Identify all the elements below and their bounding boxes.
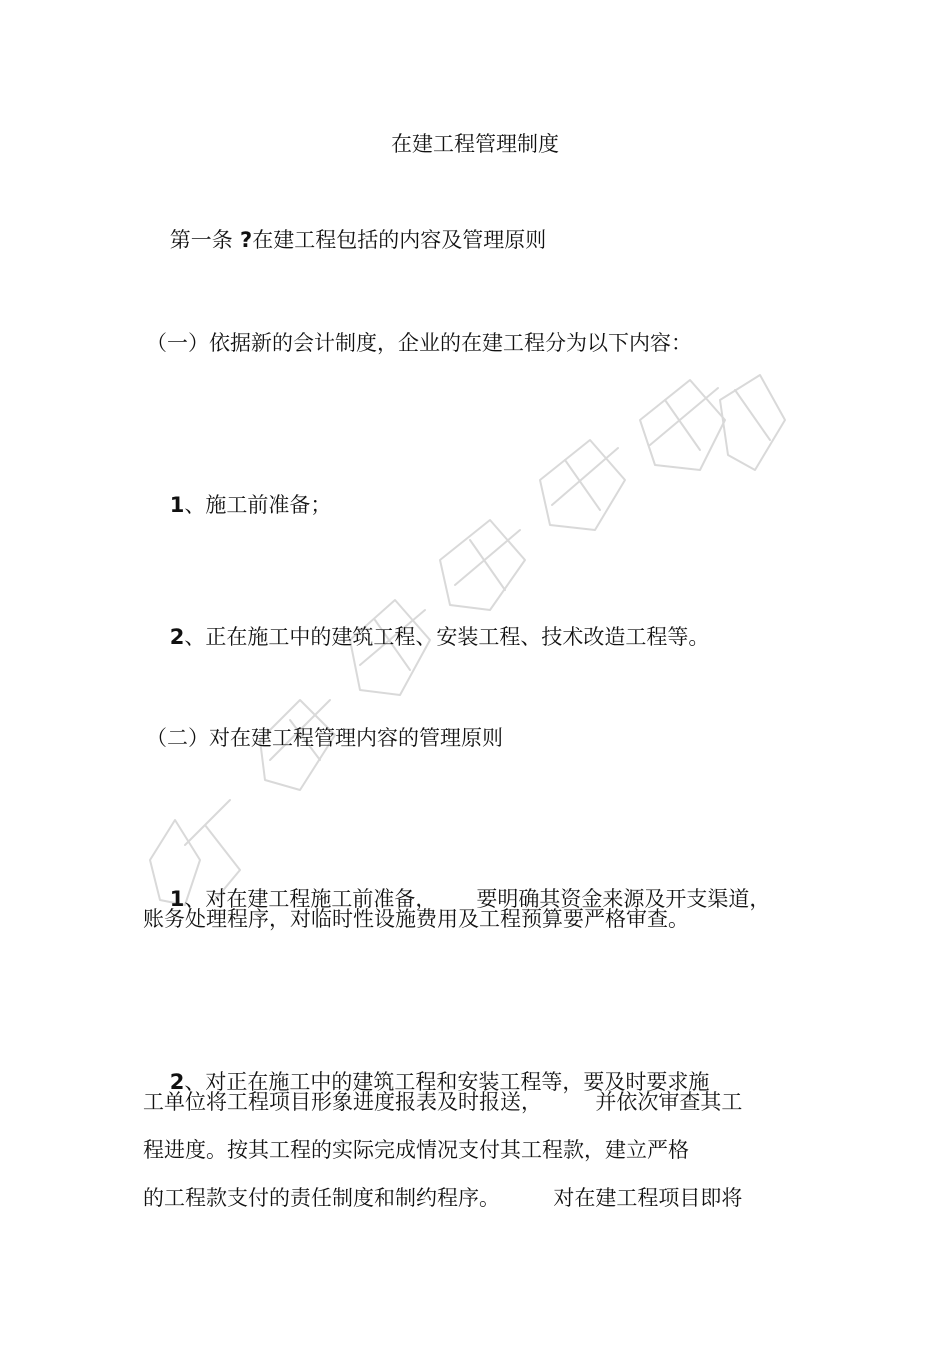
item-text: 、对在建工程施工前准备， 要明确其资金来源及开支渠道， [184,887,771,911]
article-heading [143,198,546,282]
item-number: 1 [169,493,185,517]
paragraph-line: 工单位将工程项目形象进度报表及时报送， 并依次审查其工 [143,1090,743,1114]
item-number: 2 [169,625,185,649]
article-mark: ? [232,228,253,252]
item-number: 2 [169,1070,185,1094]
paragraph-line: 的工程款支付的责任制度和制约程序。 对在建工程项目即将 [143,1186,743,1210]
paragraph-line: 程进度。按其工程的实际完成情况支付其工程款，建立严格 [143,1138,689,1162]
item-text: 、对正在施工中的建筑工程和安装工程等，要及时要求施 [184,1070,710,1094]
section-heading-2: （二）对在建工程管理内容的管理原则 [146,726,503,750]
list-item [143,595,709,679]
paragraph-line: 账务处理程序，对临时性设施费用及工程预算要严格审查。 [143,907,689,931]
item-text: 、施工前准备； [184,493,332,517]
item-number: 1 [169,887,185,911]
document-title: 在建工程管理制度 [391,132,559,156]
item-text: 、正在施工中的建筑工程、安装工程、技术改造工程等。 [184,625,710,649]
section-heading-1: （一）依据新的会计制度，企业的在建工程分为以下内容： [146,331,692,355]
list-item [143,463,331,547]
article-number: 第一条 [169,228,233,252]
article-text: 在建工程包括的内容及管理原则 [252,228,547,252]
